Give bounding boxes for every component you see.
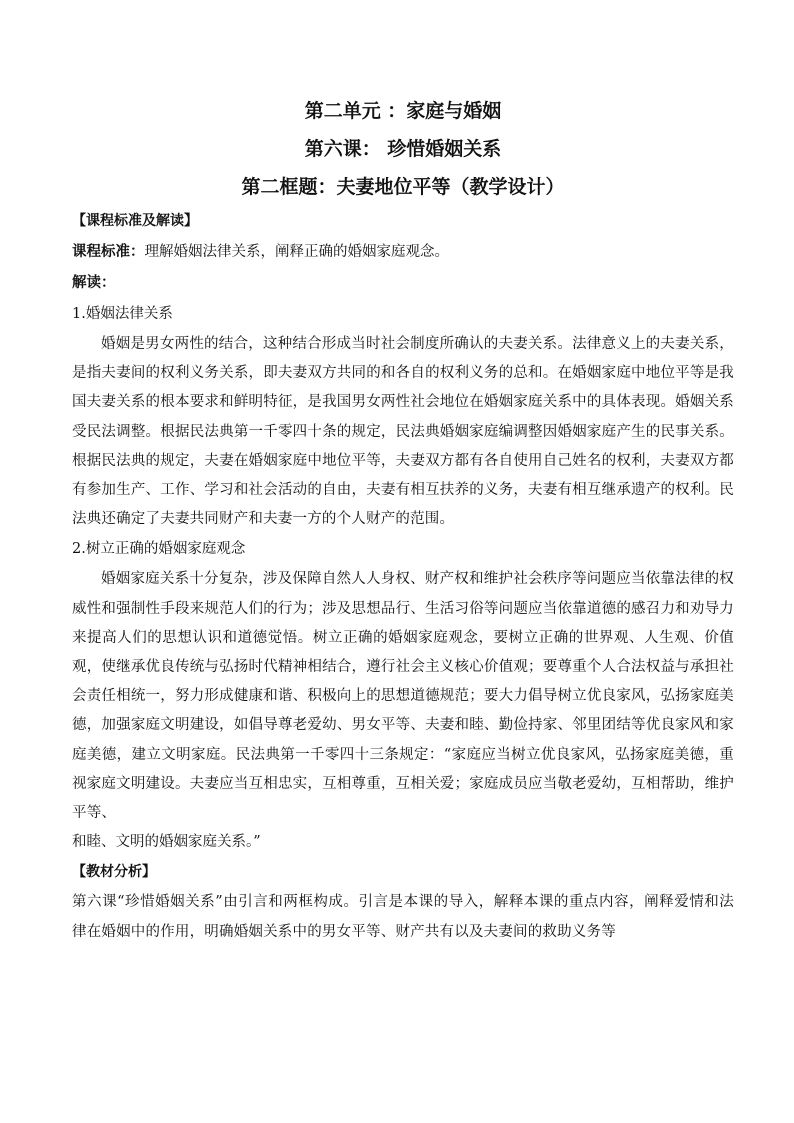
document-page: [72, 92, 734, 947]
standard-text: 理解婚姻法律关系，阐释正确的婚姻家庭观念。: [144, 244, 449, 260]
textbook-heading: 【教材分析】: [72, 864, 156, 881]
point1-title: 1.婚姻法律关系: [72, 306, 173, 322]
curriculum-standard: [72, 237, 734, 268]
standard-label: 课程标准：: [72, 244, 145, 260]
point2-title: 2.树立正确的婚姻家庭观念: [72, 541, 246, 558]
point1-body: 婚姻是男女两性的结合，这种结合形成当时社会制度所确认的夫妻关系。法律意义上的夫妻关系，是指夫妻间的权利义务关系，即夫妻双方共同的和各自的权利义务的总和。在婚姻家庭中地位平等是我国夫妻关系的根本要求和鲜明特征，是我国男女两性社会地位在婚姻家庭关系中的具体表现。婚姻关系受民法调整。根据民法典第一千零四十条的规定，民法典婚姻家庭编调整因婚姻家庭产生的民事关系。根据民法典的规定，夫妻在婚姻家庭中地位平等，夫妻双方都有各自使用自己姓名的权利，夫妻双方都有参加生产、工作、学习和社会活动的自由，夫妻有相互扶养的义务，夫妻有相互继承遗产的权利。民法典还确定了夫妻共同财产和夫妻一方的个人财产的范围。: [72, 336, 734, 528]
interpretation-label: 解读：: [72, 275, 116, 291]
frame-title: 第二框题：夫妻地位平等（教学设计）: [241, 176, 565, 198]
unit-title: 第二单元 ：家庭与婚姻: [304, 100, 502, 122]
point2-body: 婚姻家庭关系十分复杂，涉及保障自然人人身权、财产权和维护社会秩序等问题应当依靠法律的权威性和强制性手段来规范人们的行为；涉及思想品行、生活习俗等问题应当依靠道德的感召力和劝导力来提高人们的思想认识和道德觉悟。树立正确的婚姻家庭观念，要树立正确的世界观、人生观、价值观，使继承优良传统与弘扬时代精神相结合，遵行社会主义核心价值观；要尊重个人合法权益与承担社会责任相统一，努力形成健康和谐、积极向上的思想道德规范；要大力倡导树立优良家风，弘扬家庭美德，加强家庭文明建设，如倡导尊老爱幼、男女平等、夫妻和睦、勤俭持家、邻里团结等优良家风和家庭美德，建立文明家庭。民法典第一千零四十三条规定：“家庭应当树立优良家风，弘扬家庭美德，重视家庭文明建设。夫妻应当互相忠实，互相尊重，互相关爱；家庭成员应当敬老爱幼，互相帮助，维护平等、: [72, 571, 734, 822]
textbook-body: 第六课“珍惜婚姻关系”由引言和两框构成。引言是本课的导入，解释本课的重点内容，阐释爱情和法律在婚姻中的作用，明确婚姻关系中的男女平等、财产共有以及夫妻间的救助义务等: [72, 894, 734, 940]
interpretation-label-line: [72, 268, 734, 299]
curriculum-heading: 【课程标准及解读】: [72, 213, 198, 229]
lesson-title: 第六课： 珍惜婚姻关系: [304, 138, 502, 160]
point2-end: 和睦、文明的婚姻家庭关系。”: [72, 834, 261, 851]
